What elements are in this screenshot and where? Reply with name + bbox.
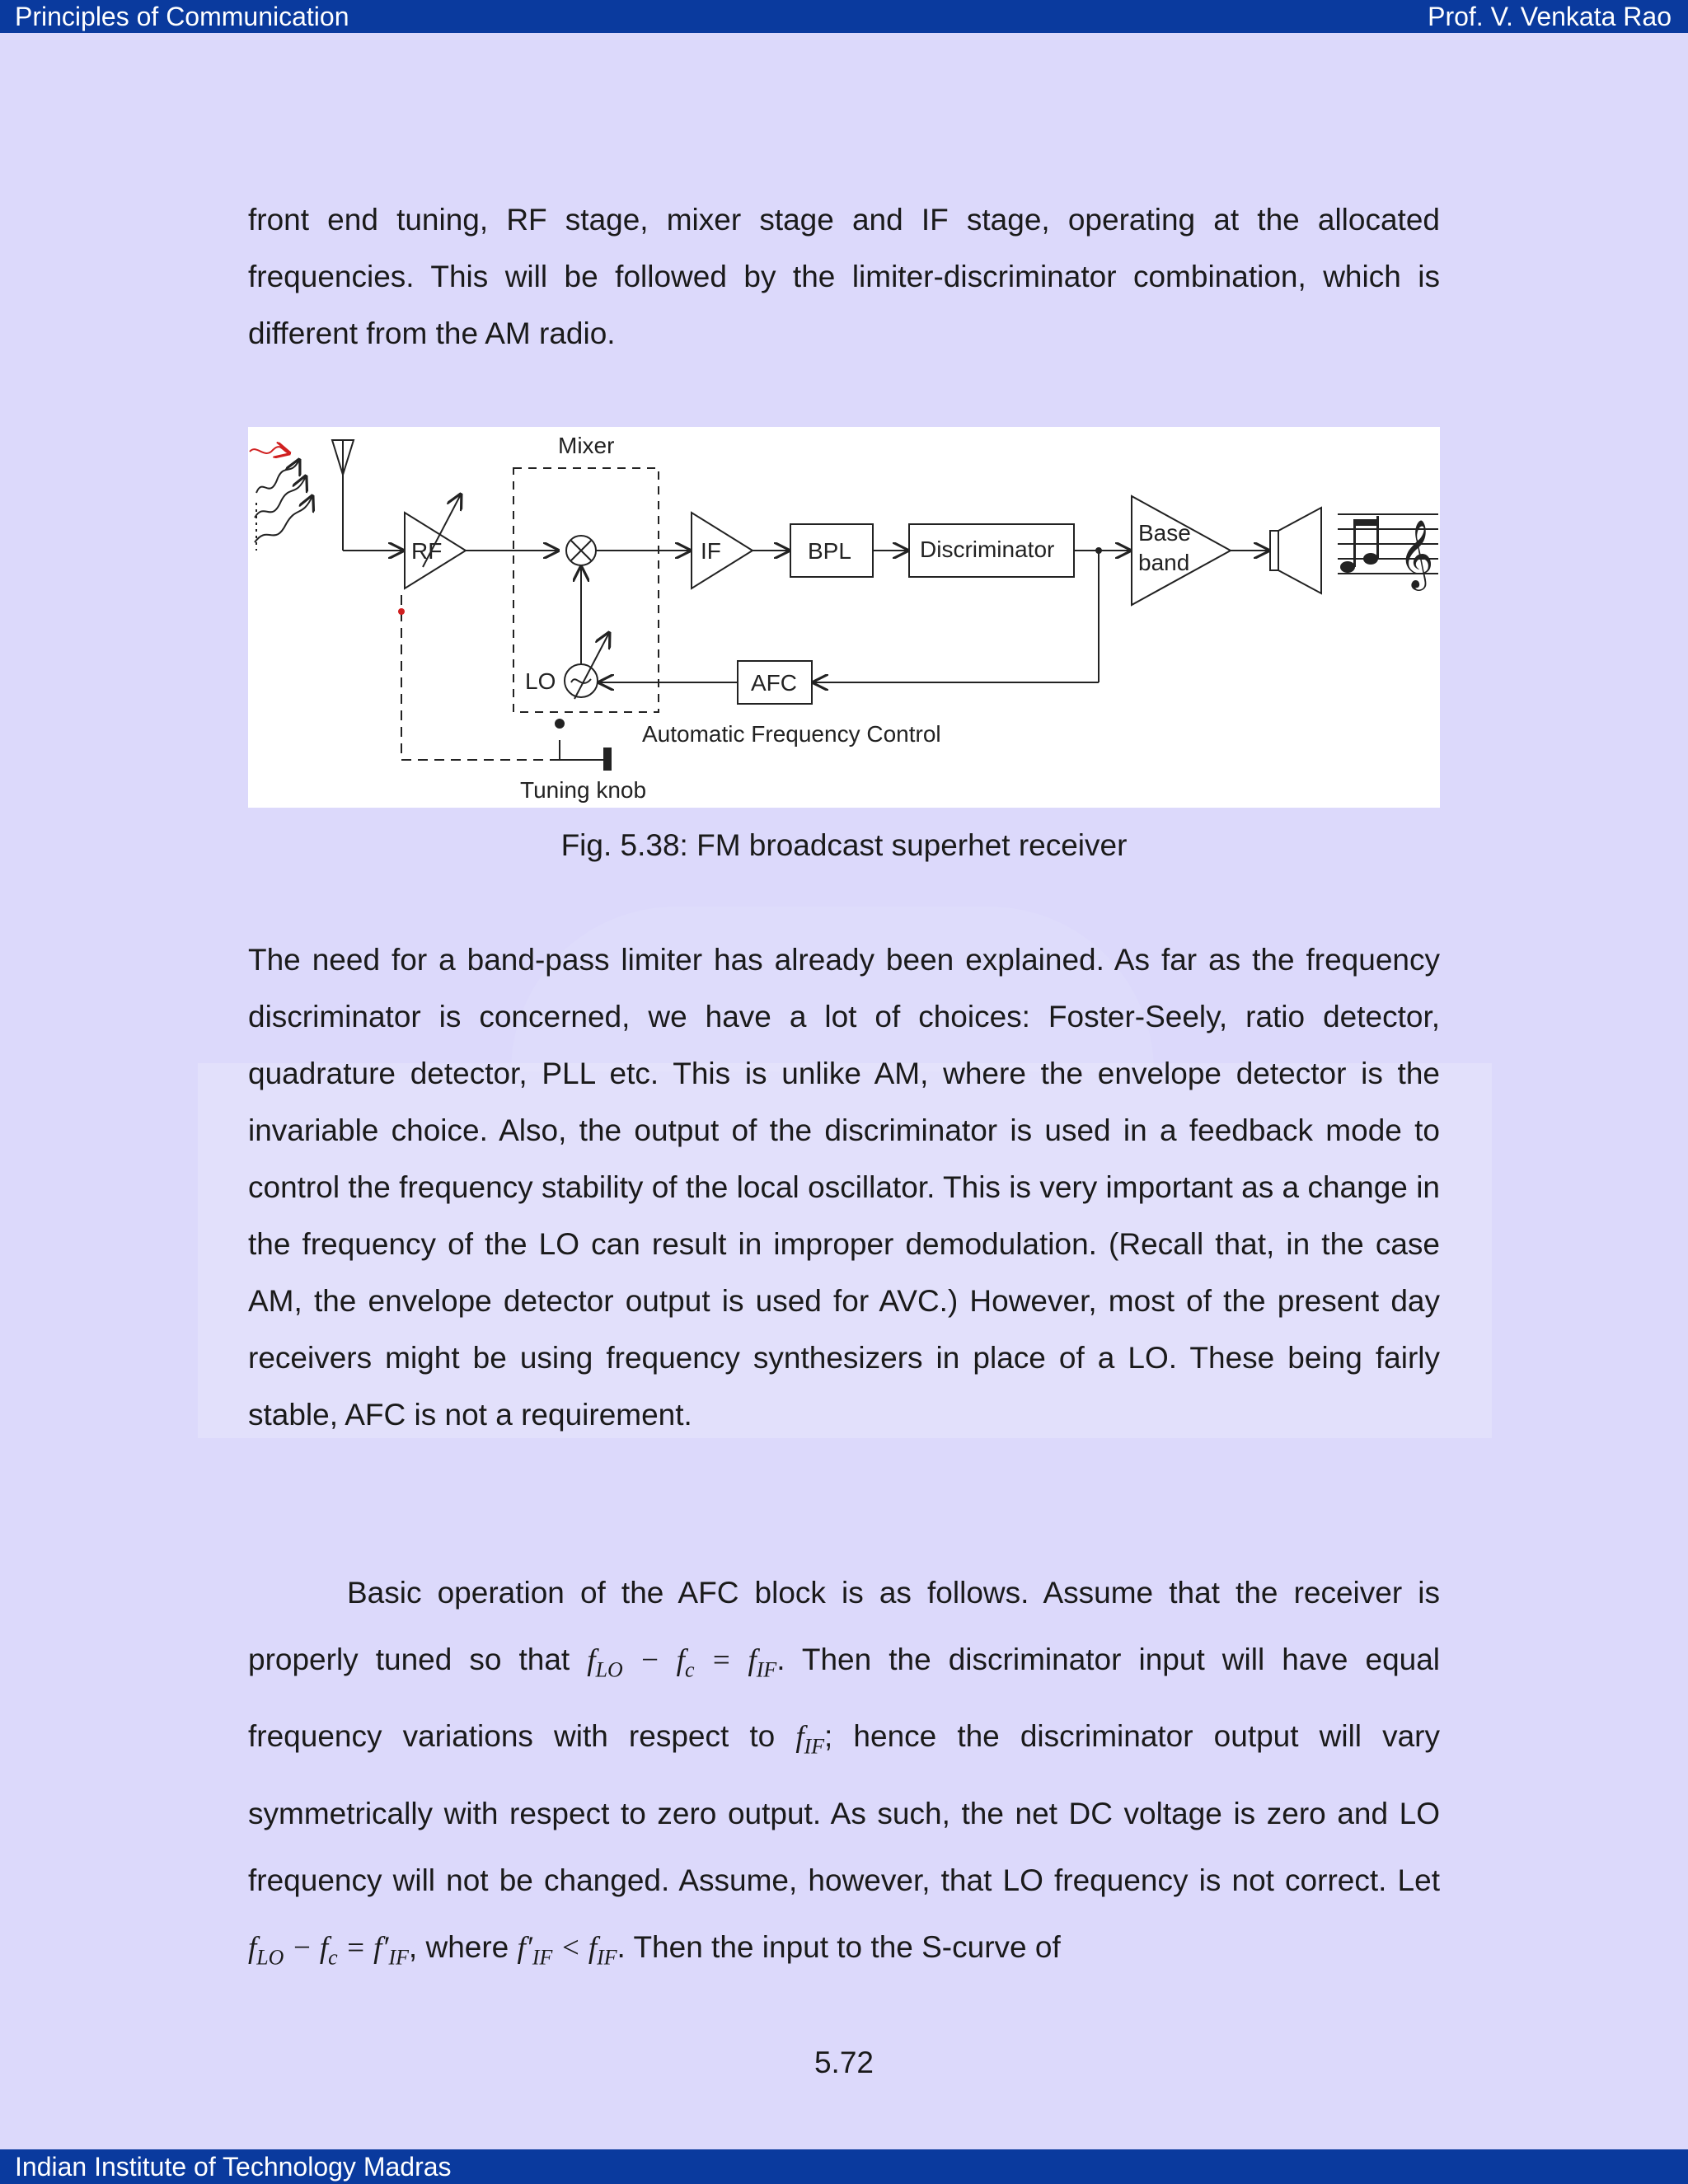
wave-red [250,447,289,453]
afc-text-1: Basic operation of the AFC block is as follows. Assume that the receiver is properly tuned so that [248,1576,1440,1676]
footer-institute: Indian Institute of Technology Madras [15,2152,452,2182]
label-lo: LO [525,668,556,694]
footer-bar [0,2149,1688,2184]
eq-fif: $f_{IF}$ [795,1720,825,1759]
label-discriminator: Discriminator [920,537,1055,562]
treble-clef-icon: 𝄞 [1399,521,1434,587]
afc-text-3: ; hence the discriminator output will vary symmetrically with respect to zero output. As such, the net DC voltage is zero and LO frequency will not be changed. Assume, however, that LO frequency is not correct. Let [248,1719,1441,1897]
figure-block-diagram [248,427,1440,808]
label-if: IF [701,538,721,564]
header-title: Principles of Communication [15,2,349,31]
afc-text-2: . Then the discriminator input will have equal frequency variations with respect to [248,1643,1441,1754]
eq-flo-fc-fif: $f_{LO} - f_c = f_{IF}$ [587,1643,777,1682]
tuning-knob [604,748,611,770]
label-base: Base [1138,520,1191,546]
receiver-diagram [248,427,1440,808]
label-afc: AFC [751,670,797,696]
label-tuning-knob: Tuning knob [520,777,647,803]
afc-text-4: , where [408,1929,509,1964]
eq-flo-fc-fif-prime: $f_{LO} - f_c = f'_{IF}$ [248,1930,409,1970]
afc-text-5: . Then the input to the S-curve of [617,1929,1061,1964]
page-number: 5.72 [814,2046,874,2079]
header-bar [0,0,1688,33]
paragraph-intro: front end tuning, RF stage, mixer stage and IF stage, operating at the allocated frequencies. This will be followed by the limiter-discriminator combination, which is different from the AM radio. [248,203,1440,350]
label-rf: RF [411,538,443,564]
wave-3 [255,496,312,542]
label-bpl: BPL [808,538,851,564]
paragraph-afc [248,1559,1440,1990]
speaker-icon [1270,531,1278,570]
eq-fif-prime-lt-fif: $f'_{IF} < f_{IF}$ [517,1930,617,1970]
wave-1 [256,460,299,493]
label-mixer: Mixer [558,433,615,458]
paragraph-discriminator: The need for a band-pass limiter has already been explained. As far as the frequency discriminator is concerned, we have a lot of choices: Foster-Seely, ratio detector, quadrature detector, PLL etc. This is unlike AM, where the envelope detector is the invariable choice. Also, the output of the discriminator is used in a feedback mode to control the frequency stability of the local oscillator. This is very important as a change in the frequency of the LO can result in improper demodulation. (Recall that, in the case AM, the envelope detector output is used for AVC.) However, most of the present day receivers might be using frequency synthesizers in place of a LO. These being fairly stable, AFC is not a requirement. [248,943,1440,1432]
figure-caption: Fig. 5.38: FM broadcast superhet receiver [560,828,1128,862]
header-author: Prof. V. Venkata Rao [1428,2,1672,31]
label-band: band [1138,550,1190,575]
lo-oscillator [565,664,598,697]
label-afc-full: Automatic Frequency Control [642,721,941,747]
